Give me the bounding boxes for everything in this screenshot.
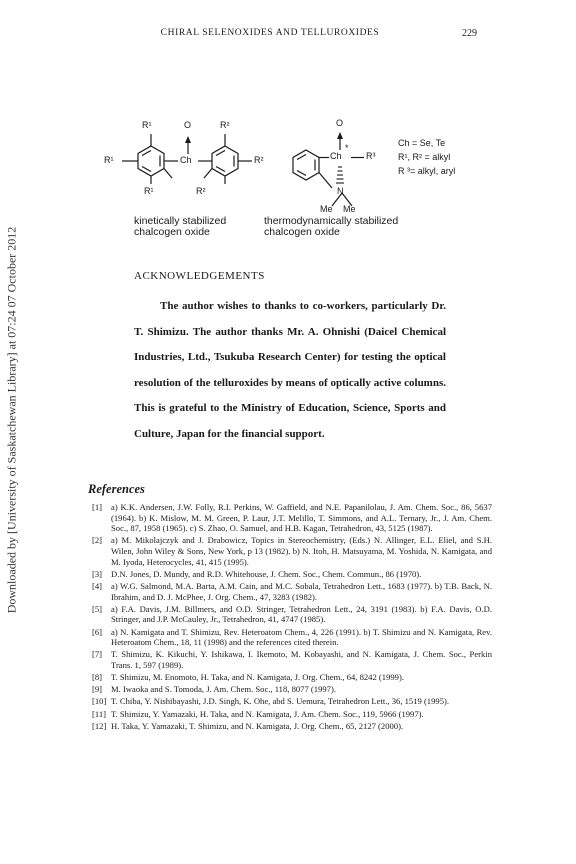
- reference-text: T. Shimizu, M. Enomoto, H. Taka, and N. Kamigata, J. Org. Chem., 64, 8242 (1999).: [111, 672, 404, 683]
- reference-number: [7]: [92, 649, 103, 660]
- caption-kinetic-line-2: chalcogen oxide: [134, 226, 210, 238]
- reference-number: [5]: [92, 603, 103, 614]
- r1-bottom-label: R¹: [144, 186, 154, 196]
- reference-text: a) M. Mikolajczyk and J. Drabowicz, Topics in Stereochemistry, (Eds.) N. Allinger, E.L. Eliel, and S.H. Wilen, John Wiley & Sons, New York, p 13 (1982). b) N. Itoh, H. Matsuyama, M. Yoshida, N. Kamigata, and M. Iyoda, Heterocycles, 41, 415 (1995).: [111, 535, 492, 567]
- acknowledgements-paragraph: The author wishes to thanks to co-workers, particularly Dr. T. Shimizu. The author thanks Mr. A. Ohnishi (Daicel Chemical Industries, Ltd., Tsukuba Research Center) for testing the optical resolution of the telluroxides by means of optically active columns. This is grateful to the Ministry of Education, Science, Sports and Culture, Japan for the financial support.: [134, 300, 446, 440]
- download-watermark: [2, 150, 22, 690]
- acknowledgements-heading: ACKNOWLEDGEMENTS: [134, 270, 265, 282]
- reference-number: [10]: [92, 696, 107, 707]
- chalcogen-label-right: Ch: [330, 151, 342, 161]
- reference-text: T. Shimizu, Y. Yamazaki, H. Taka, and N. Kamigata, J. Am. Chem. Soc., 119, 5966 (1997).: [111, 708, 424, 719]
- reference-item: [92, 627, 492, 648]
- references-heading: References: [88, 482, 145, 496]
- oxygen-label-right: O: [336, 118, 344, 128]
- reference-text: M. Iwaoka and S. Tomoda, J. Am. Chem. Soc., 118, 8077 (1997).: [111, 684, 336, 695]
- page-number: 229: [462, 28, 477, 39]
- stereocenter-star: *: [345, 143, 349, 153]
- reference-text: D.N. Jones, D. Mundy, and R.D. Whitehouse, J. Chem. Soc., Chem. Commun., 86 (1970).: [111, 568, 422, 579]
- legend-line-2: R¹, R² = alkyl: [398, 152, 451, 162]
- caption-thermodynamic-line-1: thermodynamically stabilized: [264, 215, 399, 227]
- acknowledgements-body: [134, 294, 446, 447]
- reference-text: a) F.A. Davis, J.M. Billmers, and O.D. Stringer, Tetrahedron Lett., 24, 3191 (1983). b) F.A. Davis, O.D. Stringer, and J.P. McCauley, Jr., Tetrahedron, 41, 4747 (1985).: [111, 603, 492, 625]
- reference-list: [92, 502, 492, 733]
- reference-item: [92, 696, 492, 707]
- caption-thermodynamic: [264, 216, 398, 238]
- running-title: CHIRAL SELENOXIDES AND TELLUROXIDES: [160, 28, 380, 38]
- reference-text: a) K.K. Andersen, J.W. Folly, R.I. Perkins, W. Gaffield, and N.E. Papanilolau, J. Am. Chem. Soc., 86, 5637 (1964). b) K. Mislow, M. M. Green, P. Laur, J.T. Melillo, T. Simmons, and A.L. Ternary, Jr., J. Am. Chem. Soc., 87, 1958 (1965). c) S. Zhao, O. Samuel, and H.B. Kagan, Tetrahedron, 43, 5125 (1987).: [111, 502, 492, 534]
- reference-item: [92, 502, 492, 534]
- caption-kinetic-line-1: kinetically stabilized: [134, 215, 227, 227]
- reference-item: [92, 604, 492, 625]
- r2-right-label: R²: [254, 155, 264, 165]
- reference-item: [92, 672, 492, 683]
- reference-number: [1]: [92, 502, 103, 512]
- oxygen-label-left: O: [184, 120, 192, 130]
- reference-item: [92, 535, 492, 567]
- r2-bottom-label: R²: [196, 186, 206, 196]
- methyl-label-1: Me: [320, 204, 333, 214]
- caption-kinetic: [134, 216, 226, 238]
- reference-item: [92, 684, 492, 695]
- methyl-label-2: Me: [343, 204, 356, 214]
- reference-item: [92, 721, 492, 732]
- reference-number: [3]: [92, 568, 103, 579]
- reference-item: [92, 649, 492, 670]
- legend-line-3: R ³= alkyl, aryl: [398, 166, 456, 176]
- r-left-label: R¹: [104, 155, 114, 165]
- reference-text: H. Taka, Y. Yamazaki, T. Shimizu, and N. Kamigata, J. Org. Chem., 65, 2127 (2000).: [111, 720, 404, 731]
- reference-text: a) W.G. Salmond, M.A. Barta, A.M. Cain, and M.C. Sobala, Tetrahedron Lett., 1683 (1977). b) T.B. Back, N. Ibrahim, and D. J. McPhee, J. Org. Chem., 47, 3283 (1982).: [111, 580, 492, 602]
- reference-text: T. Shimizu, K. Kikuchi, Y. Ishikawa, I. Ikemoto, M. Kobayashi, and N. Kamigata, J. Chem. Soc., Perkin Trans. 1, 597 (1989).: [111, 649, 492, 670]
- reference-text: T. Chiba, Y. Nishibayashi, J.D. Singh, K. Ohe, abd S. Uemura, Tetrahedron Lett., 36, 1519 (1995).: [111, 696, 450, 707]
- reference-number: [8]: [92, 672, 103, 683]
- reference-item: [92, 581, 492, 602]
- reference-item: [92, 709, 492, 720]
- reference-number: [11]: [92, 708, 106, 719]
- nitrogen-label: N: [337, 186, 344, 196]
- caption-thermodynamic-line-2: chalcogen oxide: [264, 226, 340, 238]
- r3-label: R³: [366, 151, 376, 161]
- chalcogen-label-left: Ch: [180, 155, 192, 165]
- reference-number: [2]: [92, 535, 103, 546]
- reference-number: [6]: [92, 626, 103, 637]
- legend-line-1: Ch = Se, Te: [398, 138, 446, 148]
- download-watermark-text: Downloaded by [University of Saskatchewan Library] at 07:24 07 October 2012: [4, 226, 19, 614]
- reference-number: [4]: [92, 580, 103, 591]
- substituent-legend: [398, 136, 455, 178]
- reference-number: [9]: [92, 684, 103, 695]
- reference-number: [12]: [92, 720, 107, 731]
- reference-text: a) N. Kamigata and T. Shimizu, Rev. Heteroatom Chem., 4, 226 (1991). b) T. Shimizu and N. Kamigata, Rev. Heteroatom Chem., 18, 11 (1998) and the references cited therein.: [111, 626, 492, 648]
- r1-top-label: R¹: [142, 120, 152, 130]
- reference-item: [92, 569, 492, 580]
- r2-top-label: R²: [220, 120, 230, 130]
